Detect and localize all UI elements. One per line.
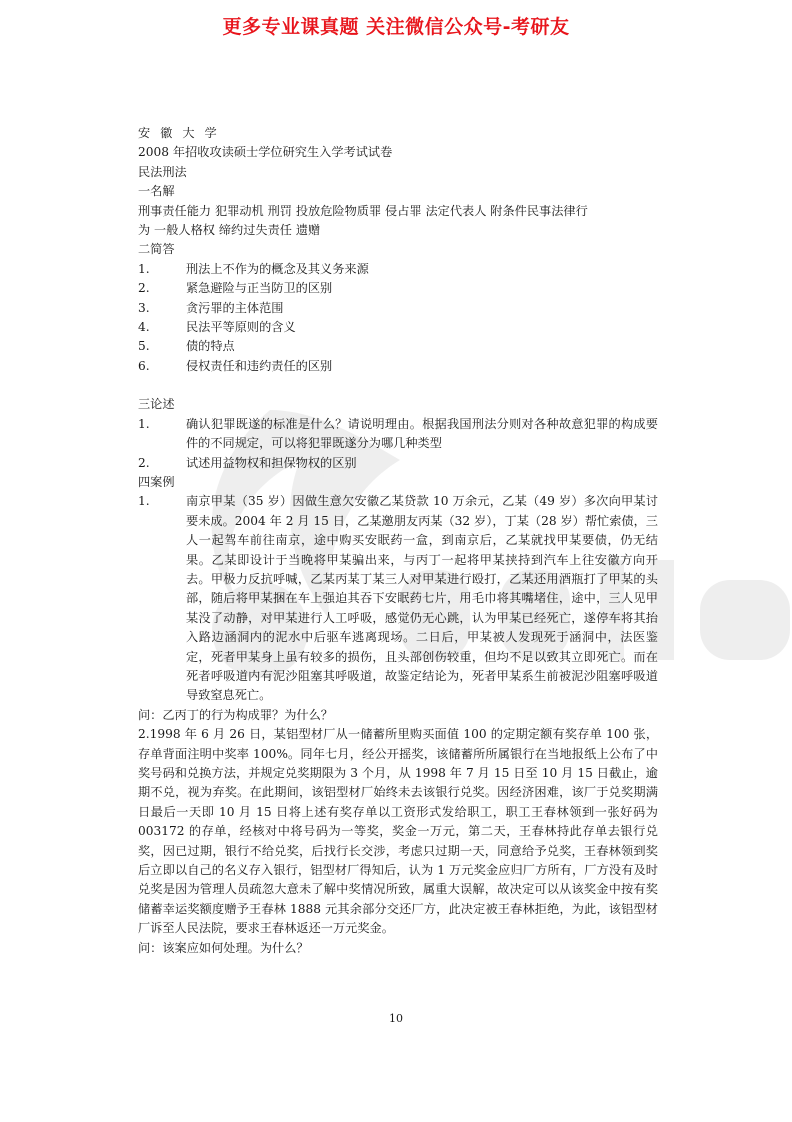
item-text: 紧急避险与正当防卫的区别 <box>186 281 333 296</box>
item-number: 1. <box>138 261 150 276</box>
exam-paper <box>138 124 658 958</box>
item-number: 2. <box>138 281 150 296</box>
case-2-question: 问：该案应如何处理。为什么？ <box>138 940 309 955</box>
terms-line-2: 为 一般人格权 缔约过失责任 遗赠 <box>138 223 321 238</box>
promo-banner: 更多专业课真题 关注微信公众号-考研友 <box>222 16 570 38</box>
case-1-text: 南京甲某（35 岁）因做生意欠安徽乙某贷款 10 万余元，乙某（49 岁）多次向甲某讨要未成。2004 年 2 月 15 日，乙某邀朋友丙某（32 岁），丁某（28 岁）帮忙索债，三人一起驾车前往南京，途中购买安眠药一盒，到南京后，乙某就找甲某要债，仍无结果。乙某即设计于当晚将甲某骗出来，与丙丁一起将甲某挟持到汽车上往安徽方向开去。甲极力反抗呼喊，乙某丙某丁某三人对甲某进行殴打，乙某还用酒瓶打了甲某的头部，随后将甲某捆在车上强迫其吞下安眠药七片，用毛巾将其嘴堵住，途中，三人见甲某没了动静，对甲某进行人工呼吸，感觉仍无心跳，认为甲某已经死亡，遂停车将其抬入路边涵洞内的泥水中后驱车逃离现场。二日后，甲某被人发现死于涵洞中，法医鉴定，死者甲某身上虽有较多的损伤，且头部创伤较重，但均不足以致其立即死亡。而在死者呼吸道内有泥沙阻塞其呼吸道，故鉴定结论为，死者甲某系生前被泥沙阻塞呼吸道导致窒息死亡。 <box>186 494 658 703</box>
item-number: 1. <box>138 416 150 431</box>
item-text: 确认犯罪既遂的标准是什么？请说明理由。根据我国刑法分则对各种故意犯罪的构成要件的不同规定，可以将犯罪既遂分为哪几种类型 <box>186 416 658 451</box>
item-text: 试述用益物权和担保物权的区别 <box>186 455 357 470</box>
item-text: 侵权责任和违约责任的区别 <box>186 358 333 373</box>
item-number: 1. <box>138 494 150 509</box>
section-heading-essay: 三论述 <box>138 397 175 412</box>
section-heading-cases: 四案例 <box>138 474 175 489</box>
item-text: 贪污罪的主体范围 <box>186 300 284 315</box>
terms-line-1: 刑事责任能力 犯罪动机 刑罚 投放危险物质罪 侵占罪 法定代表人 附条件民事法律行 <box>138 203 588 218</box>
list-item <box>138 279 658 298</box>
page-number: 10 <box>389 1012 403 1025</box>
exam-title: 2008 年招收攻读硕士学位研究生入学考试试卷 <box>138 145 393 160</box>
item-number: 6. <box>138 358 150 373</box>
item-text: 刑法上不作为的概念及其义务来源 <box>186 261 369 276</box>
exam-subject: 民法刑法 <box>138 164 187 179</box>
list-item <box>138 454 658 473</box>
item-number: 2. <box>138 455 150 470</box>
item-number: 5. <box>138 339 150 354</box>
university-name: 安徽大学 <box>138 126 227 140</box>
list-item <box>138 415 658 454</box>
list-item <box>138 318 658 337</box>
list-item <box>138 357 658 376</box>
list-item <box>138 337 658 356</box>
item-text: 民法平等原则的含义 <box>186 320 296 335</box>
list-item <box>138 260 658 279</box>
case-1 <box>138 492 658 705</box>
case-1-question: 问：乙丙丁的行为构成罪？为什么？ <box>138 707 333 722</box>
section-heading-short-answer: 二简答 <box>138 242 175 257</box>
item-text: 债的特点 <box>186 339 235 354</box>
list-item <box>138 299 658 318</box>
case-2-text: 2.1998 年 6 月 26 日，某铝型材厂从一储蓄所里购买面值 100 的定期定额有奖存单 100 张，存单背面注明中奖率 100%。同年七月，经公开摇奖，该储蓄所所属银行在当地报纸上公布了中奖号码和兑换方法，并规定兑奖期限为 3 个月，从 1998 年 7 月 15 日至 10 月 15 日截止，逾期不兑，视为弃奖。在此期间，该铝型材厂始终未去该银行兑奖。因经济困难，该厂于兑奖期满日最后一天即 10 月 15 日将上述有奖存单以工资形式发给职工，职工王春林领到一张好码为 003172 的存单，经核对中将号码为一等奖，奖金一万元，第二天，王春林持此存单去银行兑奖，因已过期，银行不给兑奖，后找行长交涉，考虑只过期一天，同意给予兑奖，王春林领到奖后立即以自己的名义存入银行，铝型材厂得知后，认为 1 万元奖金应归厂方所有，厂方没有及时兑奖是因为管理人员疏忽大意未了解中奖情况所致，属重大误解，故决定可以从该奖金中按有奖储蓄幸运奖额度赠予王春林 1888 元其余部分交还厂方，此决定被王春林拒绝，为此，该铝型材厂诉至人民法院，要求王春林返还一万元奖金。 <box>138 727 658 936</box>
item-number: 3. <box>138 300 150 315</box>
section-heading-terms: 一名解 <box>138 184 175 199</box>
item-number: 4. <box>138 320 150 335</box>
